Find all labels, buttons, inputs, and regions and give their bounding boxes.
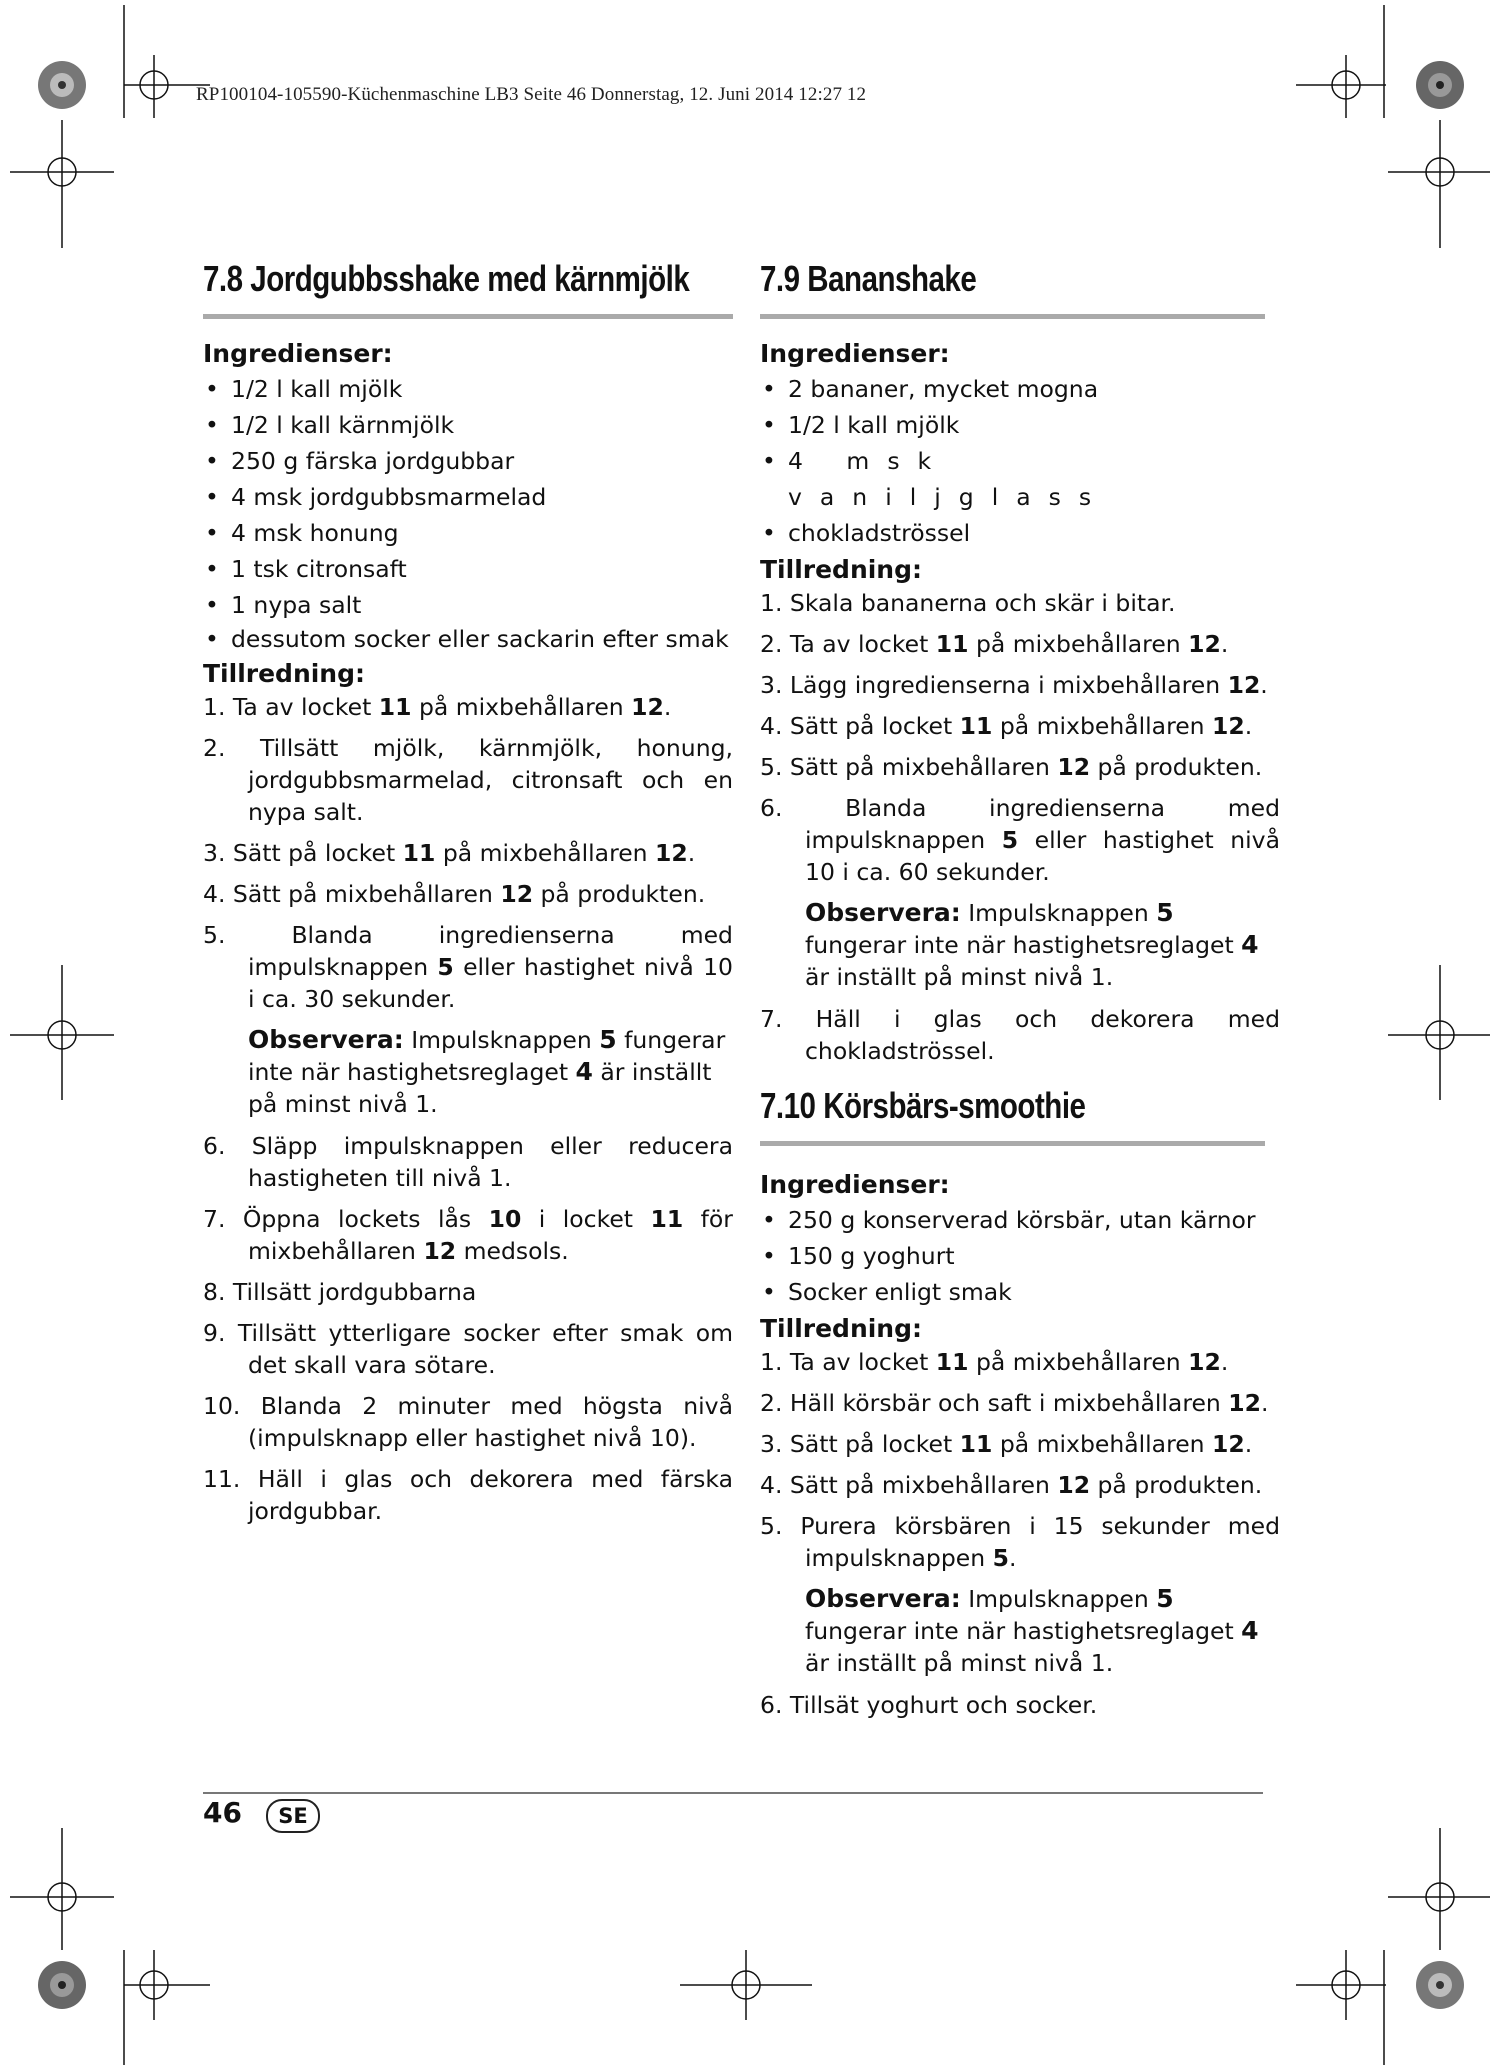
divider <box>203 314 733 319</box>
ingredient-list <box>760 1202 1280 1310</box>
crosshair-icon <box>10 1828 114 1950</box>
list-item: 3. Sätt på locket 11 på mixbehållaren 12. <box>760 1430 1253 1458</box>
list-item: 3. Lägg ingredienserna i mixbehållaren 12. <box>760 671 1268 699</box>
crosshair-icon <box>124 1950 210 2065</box>
list-item: 2. Tillsätt mjölk, kärnmjölk, honung, jordgubbsmarmelad, citronsaft och en nypa salt. <box>203 734 733 826</box>
list-item: • 1 nypa salt <box>203 587 733 623</box>
prep-heading: Tillredning: <box>760 1314 922 1343</box>
prep-heading: Tillredning: <box>760 555 922 584</box>
list-item: 4. Sätt på mixbehållaren 12 på produkten. <box>760 1471 1263 1499</box>
list-item: 10. Blanda 2 minuter med högsta nivå (impulsknapp eller hastighet nivå 10). <box>203 1392 733 1452</box>
list-item: 3. Sätt på locket 11 på mixbehållaren 12. <box>203 839 696 867</box>
list-item: 1. Ta av locket 11 på mixbehållaren 12. <box>203 693 672 721</box>
ingredient-list <box>760 371 1280 551</box>
list-item: 1. Skala bananerna och skär i bitar. <box>760 589 1176 617</box>
crosshair-icon <box>1296 5 1386 118</box>
list-item: 1. Ta av locket 11 på mixbehållaren 12. <box>760 1348 1229 1376</box>
section-title: 7.8 Jordgubbsshake med kärnmjölk <box>203 258 690 299</box>
list-item: 5. Purera körsbären i 15 sekunder med impulsknappen 5. <box>760 1512 1280 1572</box>
right-column <box>760 258 1280 1730</box>
list-item: 2. Häll körsbär och saft i mixbehållaren 12. <box>760 1389 1269 1417</box>
crosshair-icon <box>10 965 114 1100</box>
prep-heading: Tillredning: <box>203 659 365 688</box>
note: Observera: Impulsknappen 5 fungerar inte när hastighetsreglaget 4 är inställt på minst nivå 1. <box>248 1025 726 1118</box>
step-list <box>203 1130 733 1527</box>
print-header: RP100104-105590-Küchenmaschine LB3 Seite 46 Donnerstag, 12. Juni 2014 12:27 12 <box>196 84 867 105</box>
divider <box>760 314 1265 319</box>
ingredients-heading: Ingredienser: <box>760 1170 950 1199</box>
ingredients-heading: Ingredienser: <box>760 339 950 368</box>
list-item: • Socker enligt smak <box>760 1274 1280 1310</box>
page-number: 46 <box>203 1796 242 1829</box>
step-list <box>760 1689 1280 1721</box>
list-item: 9. Tillsätt ytterligare socker efter smak om det skall vara sötare. <box>203 1319 733 1379</box>
section-title: 7.9 Bananshake <box>760 258 977 299</box>
footer-divider <box>203 1792 1263 1794</box>
crosshair-icon <box>10 120 114 248</box>
list-item: 6. Släpp impulsknappen eller reducera hastigheten till nivå 1. <box>203 1132 733 1192</box>
left-column <box>203 258 733 1536</box>
note: Observera: Impulsknappen 5 fungerar inte när hastighetsreglaget 4 är inställt på minst nivå 1. <box>805 898 1259 991</box>
list-item: • 1 tsk citronsaft <box>203 551 733 587</box>
list-item: 6. Blanda ingredienserna med impulsknappen 5 eller hastighet nivå 10 i ca. 60 sekunder. <box>760 794 1280 886</box>
list-item: • 1/2 l kall mjölk <box>203 371 733 407</box>
list-item: • 2 bananer, mycket mogna <box>760 371 1280 407</box>
list-item: • 1/2 l kall mjölk <box>760 407 1280 443</box>
list-item: • 1/2 l kall kärnmjölk <box>203 407 733 443</box>
list-item: 7. Öppna lockets lås 10 i locket 11 för mixbehållaren 12 medsols. <box>203 1205 733 1265</box>
list-item: • 250 g färska jordgubbar <box>203 443 733 479</box>
list-item: 4. Sätt på mixbehållaren 12 på produkten. <box>203 880 706 908</box>
list-item: • dessutom socker eller sackarin efter smak <box>203 623 733 655</box>
list-item: • 4 msk jordgubbsmarmelad <box>203 479 733 515</box>
list-item: • 250 g konserverad körsbär, utan kärnor <box>760 1202 1280 1238</box>
list-item: 2. Ta av locket 11 på mixbehållaren 12. <box>760 630 1229 658</box>
color-wheel-icon <box>1416 1961 1464 2009</box>
crosshair-icon <box>680 1950 812 2020</box>
note: Observera: Impulsknappen 5 fungerar inte när hastighetsreglaget 4 är inställt på minst nivå 1. <box>805 1584 1259 1677</box>
list-item: 6. Tillsät yoghurt och socker. <box>760 1691 1098 1719</box>
step-list <box>760 587 1280 888</box>
list-item: 7. Häll i glas och dekorera med chokladströssel. <box>760 1005 1280 1065</box>
ingredient-list <box>203 371 733 655</box>
ingredients-heading: Ingredienser: <box>203 339 393 368</box>
color-wheel-icon <box>38 1961 86 2009</box>
step-list <box>203 691 733 1015</box>
list-item: • 4 msk honung <box>203 515 733 551</box>
list-item: 5. Blanda ingredienserna med impulsknappen 5 eller hastighet nivå 10 i ca. 30 sekunder. <box>203 921 733 1013</box>
step-list <box>760 1346 1280 1574</box>
divider <box>760 1141 1265 1146</box>
list-item: 5. Sätt på mixbehållaren 12 på produkten. <box>760 753 1263 781</box>
list-item: • 150 g yoghurt <box>760 1238 1280 1274</box>
step-list <box>760 1003 1280 1067</box>
list-item: 11. Häll i glas och dekorera med färska jordgubbar. <box>203 1465 733 1525</box>
crosshair-icon <box>1388 120 1490 248</box>
section-title: 7.10 Körsbärs-smoothie <box>760 1085 1086 1126</box>
crosshair-icon <box>1388 1828 1490 1950</box>
color-wheel-icon <box>38 61 86 109</box>
list-item: • chokladströssel <box>760 515 1280 551</box>
color-wheel-icon <box>1416 61 1464 109</box>
crosshair-icon <box>1296 1950 1386 2065</box>
list-item: • 4 msk vaniljglass <box>760 443 1280 515</box>
language-badge: SE <box>266 1799 320 1833</box>
list-item: 4. Sätt på locket 11 på mixbehållaren 12. <box>760 712 1253 740</box>
crosshair-icon <box>1388 965 1490 1100</box>
list-item: 8. Tillsätt jordgubbarna <box>203 1278 477 1306</box>
